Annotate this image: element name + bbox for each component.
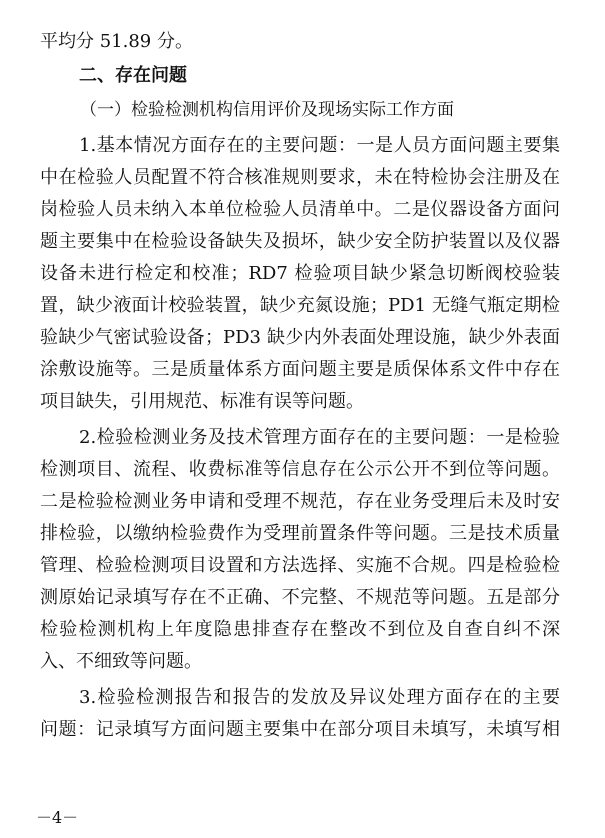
paragraph-2-line: 检测项目、流程、收费标准等信息存在公示公开不到位等问题。 [40, 459, 560, 480]
paragraph-2-line: 2.检验检测业务及技术管理方面存在的主要问题：一是检验 [79, 427, 560, 448]
paragraph-1-line: 项目缺失，引用规范、标准有误等问题。 [40, 391, 364, 412]
paragraph-1-line: 验缺少气密试验设备；PD3 缺少内外表面处理设施，缺少外表面 [40, 327, 560, 348]
paragraph-2-line: 排检验，以缴纳检验费作为受理前置条件等问题。三是技术质量 [40, 523, 560, 544]
text-line-average-score: 平均分 51.89 分。 [40, 31, 193, 52]
paragraph-2-line: 二是检验检测业务申请和受理不规范，存在业务受理后未及时安 [40, 491, 560, 512]
paragraph-1-line: 设备未进行检定和校准；RD7 检验项目缺少紧急切断阀校验装 [40, 263, 560, 284]
paragraph-1-line: 中在检验人员配置不符合核准规则要求，未在特检协会注册及在 [40, 167, 560, 188]
subsection-heading-credit-evaluation: （一）检验检测机构信用评价及现场实际工作方面 [80, 100, 454, 120]
paragraph-1-line: 涂敷设施等。三是质量体系方面问题主要是质保体系文件中存在 [40, 359, 560, 380]
section-heading-problems: 二、存在问题 [79, 65, 187, 86]
paragraph-2-line: 测原始记录填写存在不正确、不完整、不规范等问题。五是部分 [40, 587, 560, 608]
paragraph-2-line: 管理、检验检测项目设置和方法选择、实施不合规。四是检验检 [40, 555, 560, 576]
paragraph-1-line: 题主要集中在检验设备缺失及损坏，缺少安全防护装置以及仪器 [40, 231, 560, 252]
paragraph-1-line: 岗检验人员未纳入本单位检验人员清单中。二是仪器设备方面问 [40, 199, 560, 220]
paragraph-3-line: 3.检验检测报告和报告的发放及异议处理方面存在的主要 [79, 687, 560, 708]
paragraph-1-line: 置，缺少液面计校验装置，缺少充氮设施；PD1 无缝气瓶定期检 [40, 295, 560, 316]
paragraph-3-line: 问题：记录填写方面问题主要集中在部分项目未填写，未填写相 [40, 719, 560, 740]
paragraph-2-line: 入、不细致等问题。 [40, 651, 202, 672]
page-number: －4－ [36, 808, 79, 827]
paragraph-1-line: 1.基本情况方面存在的主要问题：一是人员方面问题主要集 [79, 135, 560, 156]
paragraph-2-line: 检验检测机构上年度隐患排查存在整改不到位及自查自纠不深 [40, 619, 560, 640]
